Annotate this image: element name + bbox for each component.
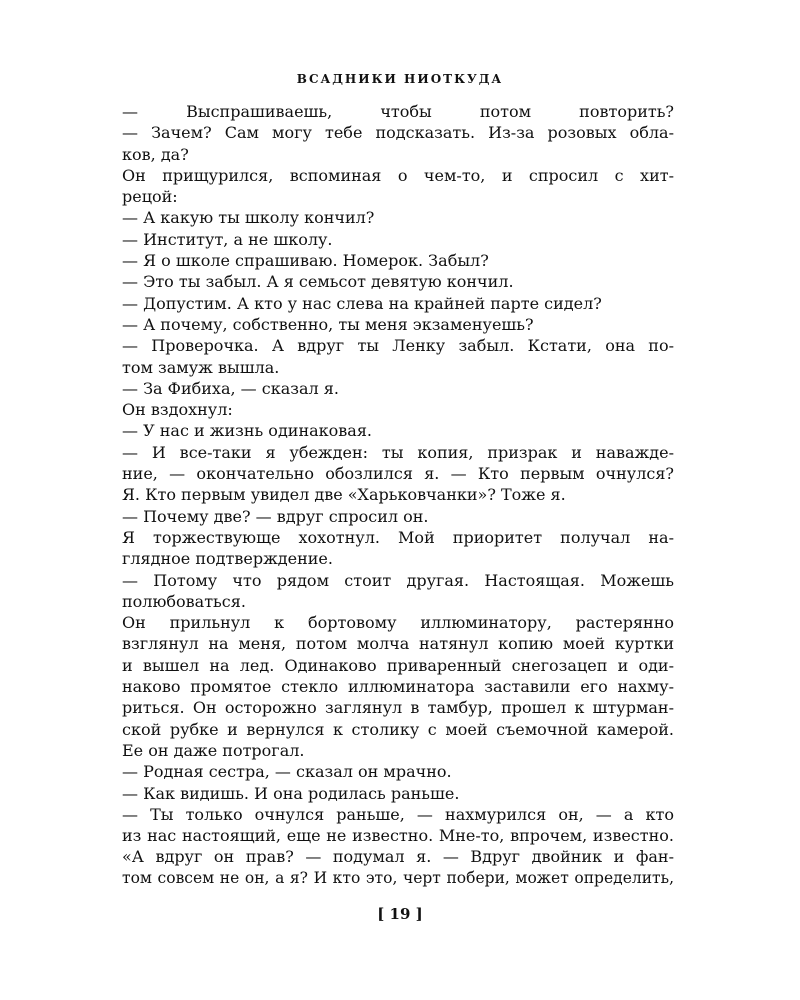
- text-line: — Родная сестра, — сказал он мрачно.: [122, 762, 452, 782]
- text-line: полюбоваться.: [122, 591, 246, 611]
- text-line: Он прильнул к бортовому иллюминатору, растерянно: [122, 613, 674, 633]
- text-line: и вышел на лед. Одинаково приваренный снегозацеп и оди-: [122, 655, 674, 675]
- text-line: — Как видишь. И она родилась раньше.: [122, 783, 460, 803]
- text-line: ние, — окончательно обозлился я. — Кто первым очнулся?: [122, 464, 674, 484]
- text-line: — А почему, собственно, ты меня экзаменуешь?: [122, 314, 534, 334]
- text-line: — Это ты забыл. А я семьсот девятую кончил.: [122, 272, 514, 292]
- text-line: — Проверочка. А вдруг ты Ленку забыл. Кстати, она по-: [122, 336, 674, 356]
- text-line: — За Фибиха, — сказал я.: [122, 378, 339, 398]
- text-line: ской рубке и вернулся к столику с моей съемочной камерой.: [122, 719, 674, 739]
- text-line: Ее он даже потрогал.: [122, 740, 305, 760]
- text-line: — Выспрашиваешь, чтобы потом повторить?: [122, 102, 674, 121]
- text-line: Он вздохнул:: [122, 400, 233, 420]
- text-line: ков, да?: [122, 144, 189, 164]
- text-line: — Я о школе спрашиваю. Номерок. Забыл?: [122, 251, 489, 271]
- running-title: ВСАДНИКИ НИОТКУДА: [296, 72, 504, 86]
- text-line: том замуж вышла.: [122, 357, 280, 377]
- text-line: наково промятое стекло иллюминатора заставили его нахму-: [122, 677, 674, 697]
- text-line: — А какую ты школу кончил?: [122, 208, 375, 228]
- text-line: — Почему две? — вдруг спросил он.: [122, 506, 429, 526]
- text-line: Я. Кто первым увидел две «Харьковчанки»? Тоже я.: [122, 485, 566, 505]
- text-line: — Потому что рядом стоит другая. Настоящая. Можешь: [122, 570, 674, 590]
- text-line: рецой:: [122, 187, 178, 207]
- text-line: том совсем не он, а я? И кто это, черт побери, может определить,: [122, 868, 674, 887]
- text-line: — И все-таки я убежден: ты копия, призрак и наважде-: [122, 442, 674, 462]
- text-line: глядное подтверждение.: [122, 549, 333, 569]
- page-number: [ 19 ]: [377, 905, 423, 923]
- text-line: Он прищурился, вспоминая о чем-то, и спросил с хит-: [122, 165, 674, 185]
- text-line: — Допустим. А кто у нас слева на крайней парте сидел?: [122, 293, 602, 313]
- text-line: Я торжествующе хохотнул. Мой приоритет получал на-: [122, 527, 674, 547]
- text-line: — Институт, а не школу.: [122, 229, 333, 249]
- text-line: — Ты только очнулся раньше, — нахмурился он, — а кто: [122, 804, 674, 824]
- text-line: взглянул на меня, потом молча натянул копию моей куртки: [122, 634, 674, 654]
- body-text: [122, 101, 674, 889]
- text-line: из нас настоящий, еще не известно. Мне-то, впрочем, известно.: [122, 826, 674, 846]
- text-line: риться. Он осторожно заглянул в тамбур, прошел к штурман-: [122, 698, 674, 718]
- text-line: — У нас и жизнь одинаковая.: [122, 421, 373, 441]
- text-line: — Зачем? Сам могу тебе подсказать. Из-за розовых обла-: [122, 123, 674, 143]
- text-line: «А вдруг он прав? — подумал я. — Вдруг двойник и фан-: [122, 847, 674, 867]
